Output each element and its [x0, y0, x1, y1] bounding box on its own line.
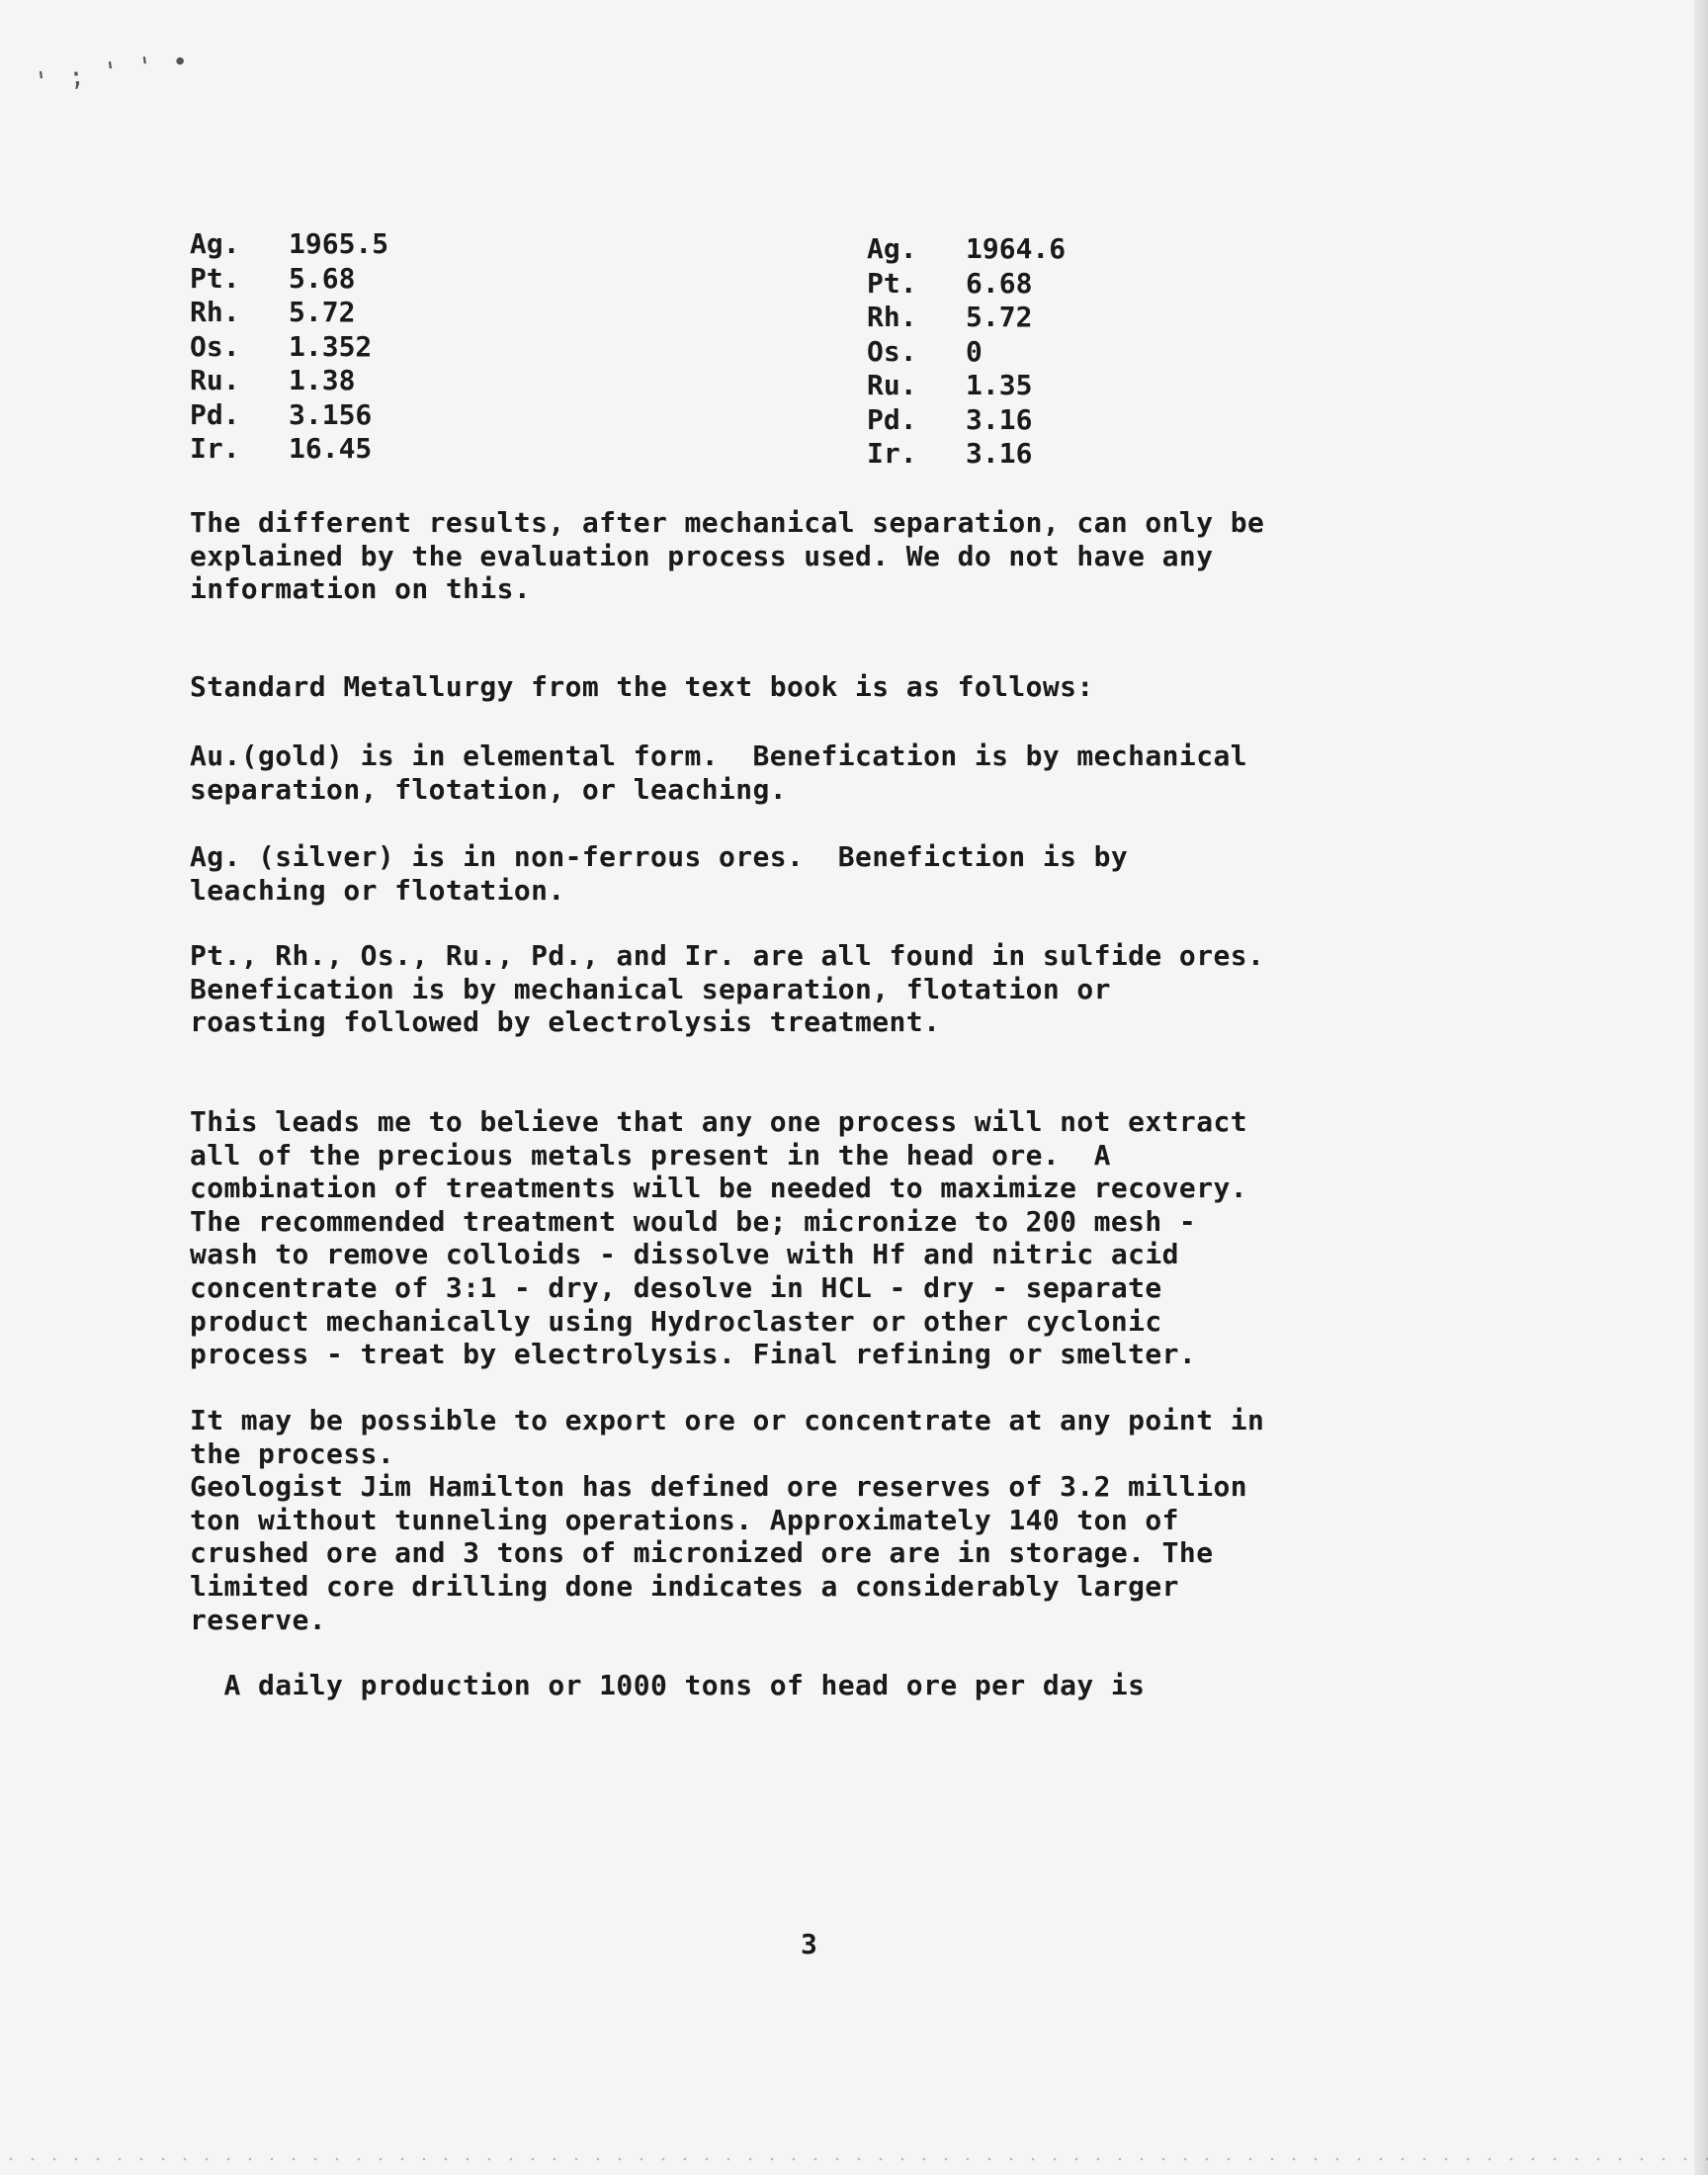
assay-element-value: 1964.6 — [966, 232, 1067, 265]
assay-row — [190, 262, 388, 297]
assay-element-symbol: Ru. — [190, 364, 240, 396]
silver-paragraph: Ag. (silver) is in non-ferrous ores. Benefiction is by leaching or flotation. — [190, 840, 1129, 907]
assay-element-value: 5.72 — [289, 296, 356, 328]
assay-row — [867, 369, 1066, 403]
assay-element-symbol: Pt. — [867, 266, 917, 300]
assay-results-left — [190, 227, 388, 467]
assay-row — [867, 437, 1066, 472]
assay-element-symbol: Pt. — [190, 261, 240, 295]
assay-element-symbol: Rh. — [867, 301, 917, 333]
assay-element-symbol: Ir. — [867, 437, 917, 470]
production-paragraph: A daily production or 1000 tons of head ore per day is — [190, 1669, 1146, 1701]
assay-row — [867, 403, 1066, 438]
assay-row — [190, 398, 388, 433]
assay-element-symbol: Ag. — [190, 227, 240, 260]
scan-noise-dots — [0, 2157, 1708, 2161]
assay-row — [867, 232, 1066, 267]
assay-element-symbol: Pd. — [867, 402, 917, 436]
assay-element-symbol: Os. — [190, 329, 240, 363]
standard-metallurgy-heading: Standard Metallurgy from the text book is as follows: — [190, 670, 1094, 703]
assay-row — [190, 227, 388, 262]
assay-element-value: 16.45 — [289, 432, 373, 465]
scan-mark: ' ; ' ' • — [32, 46, 193, 98]
gold-paragraph: Au.(gold) is in elemental form. Benefication is by mechanical separation, flotation, or leaching. — [190, 740, 1247, 806]
scan-edge-shadow — [1694, 0, 1708, 2175]
assay-row — [190, 432, 388, 467]
assay-element-symbol: Rh. — [190, 296, 240, 328]
assay-results-right — [867, 232, 1066, 472]
process-paragraph: This leads me to believe that any one process will not extract all of the precious metals present in the head ore. A combination of treatments will be needed to maximize recovery. The recommended treatment would be; micronize to 200 mesh - wash to remove colloids - dissolve with Hf and nitric acid concentrate of 3:1 - dry, desolve in HCL - dry - separate product mechanically using Hydroclaster or other cyclonic process - treat by electrolysis. Final refining or smelter. — [190, 1105, 1247, 1371]
assay-element-symbol: Ag. — [867, 232, 917, 265]
assay-row — [190, 330, 388, 365]
assay-element-symbol: Ir. — [190, 432, 240, 465]
assay-element-value: 3.16 — [966, 437, 1033, 470]
assay-element-value: 3.16 — [966, 402, 1033, 436]
assay-row — [190, 296, 388, 330]
assay-element-value: 3.156 — [289, 397, 373, 431]
assay-element-value: 1.35 — [966, 369, 1033, 401]
assay-row — [190, 364, 388, 398]
assay-element-value: 1.38 — [289, 364, 356, 396]
assay-element-value: 0 — [966, 334, 982, 368]
assay-element-value: 6.68 — [966, 266, 1033, 300]
assay-row — [867, 267, 1066, 302]
assay-element-value: 1.352 — [289, 329, 373, 363]
assay-element-symbol: Os. — [867, 334, 917, 368]
assay-element-value: 5.72 — [966, 301, 1033, 333]
reserves-paragraph: It may be possible to export ore or concentrate at any point in the process. Geologist Jim Hamilton has defined ore reserves of 3.2 million ton without tunneling operations. Approximately 140 ton of crushed ore and 3 tons of micronized ore are in storage. The limited core drilling done indicates a considerably larger reserve. — [190, 1404, 1265, 1636]
platinum-group-paragraph: Pt., Rh., Os., Ru., Pd., and Ir. are all found in sulfide ores. Benefication is by mechanical separation, flotation or roasting followed by electrolysis treatment. — [190, 939, 1265, 1039]
assay-element-symbol: Ru. — [867, 369, 917, 401]
page-number: 3 — [801, 1928, 817, 1960]
assay-row — [867, 301, 1066, 335]
assay-element-value: 1965.5 — [289, 227, 389, 260]
results-paragraph: The different results, after mechanical separation, can only be explained by the evaluation process used. We do not have any information on this. — [190, 506, 1265, 606]
assay-element-symbol: Pd. — [190, 397, 240, 431]
assay-element-value: 5.68 — [289, 261, 356, 295]
assay-row — [867, 335, 1066, 370]
